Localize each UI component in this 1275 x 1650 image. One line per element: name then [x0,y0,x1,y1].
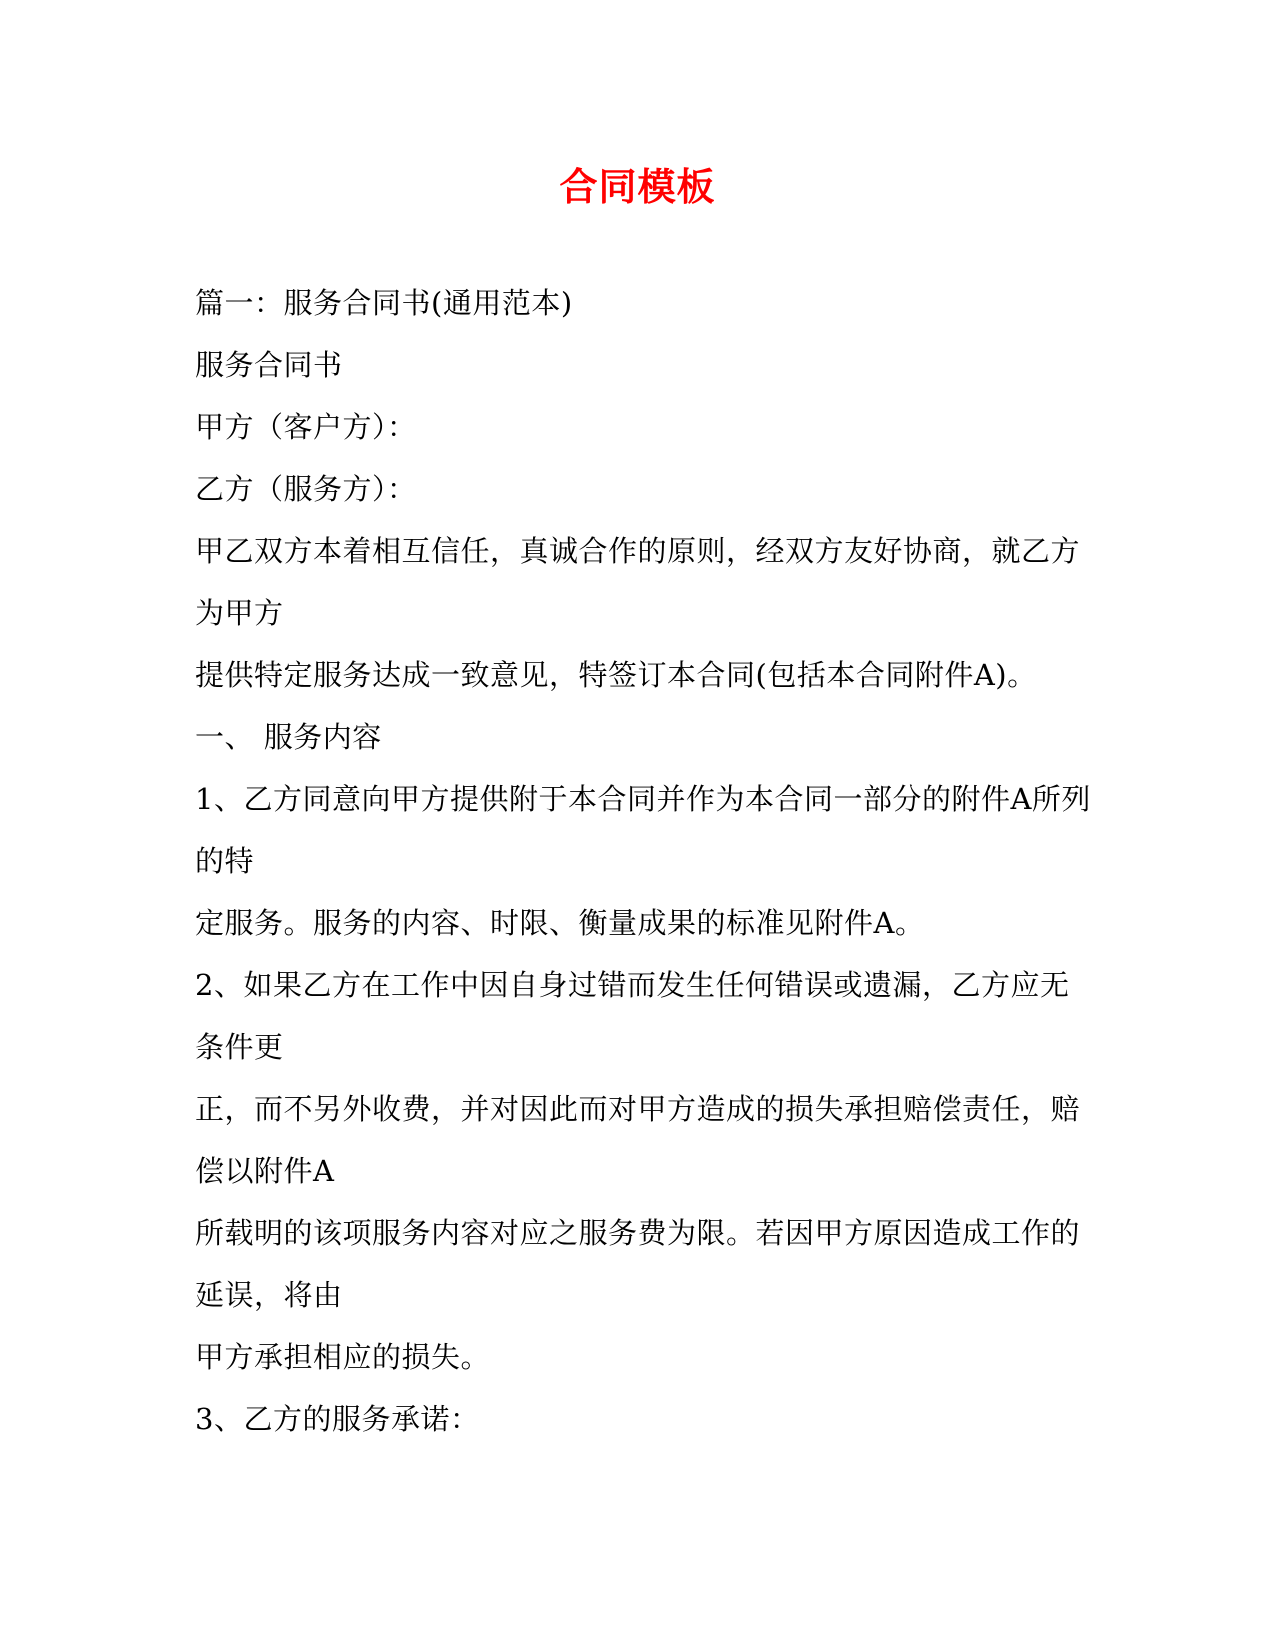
text-line: 服务合同书 [195,348,343,382]
section-heading: 一、 服务内容 [195,720,382,754]
text-line: 所载明的该项服务内容对应之服务费为限。若因甲方原因造成工作的 [195,1216,1081,1250]
text-line: 1、乙方同意向甲方提供附于本合同并作为本合同一部分的附件A所列 [195,782,1091,816]
text-line: 3、乙方的服务承诺： [195,1402,480,1436]
text-line: 的特 [195,844,255,878]
text-line: 2、如果乙方在工作中因自身过错而发生任何错误或遗漏，乙方应无 [195,968,1070,1002]
text-line: 甲方（客户方）： [195,410,417,444]
text-line: 延误，将由 [195,1278,343,1312]
text-line: 正，而不另外收费，并对因此而对甲方造成的损失承担赔偿责任，赔 [195,1092,1081,1126]
text-line: 乙方（服务方）： [195,472,417,506]
document-title: 合同模板 [559,164,716,209]
text-line: 篇一：服务合同书(通用范本) [195,286,573,320]
text-line: 条件更 [195,1030,284,1064]
text-line: 偿以附件A [195,1154,335,1188]
text-line: 为甲方 [195,596,284,630]
text-line: 甲方承担相应的损失。 [195,1340,491,1374]
text-line: 甲乙双方本着相互信任，真诚合作的原则，经双方友好协商，就乙方 [195,534,1081,568]
text-line: 提供特定服务达成一致意见，特签订本合同(包括本合同附件A)。 [195,658,1037,692]
text-line: 定服务。服务的内容、时限、衡量成果的标准见附件A。 [195,906,925,940]
